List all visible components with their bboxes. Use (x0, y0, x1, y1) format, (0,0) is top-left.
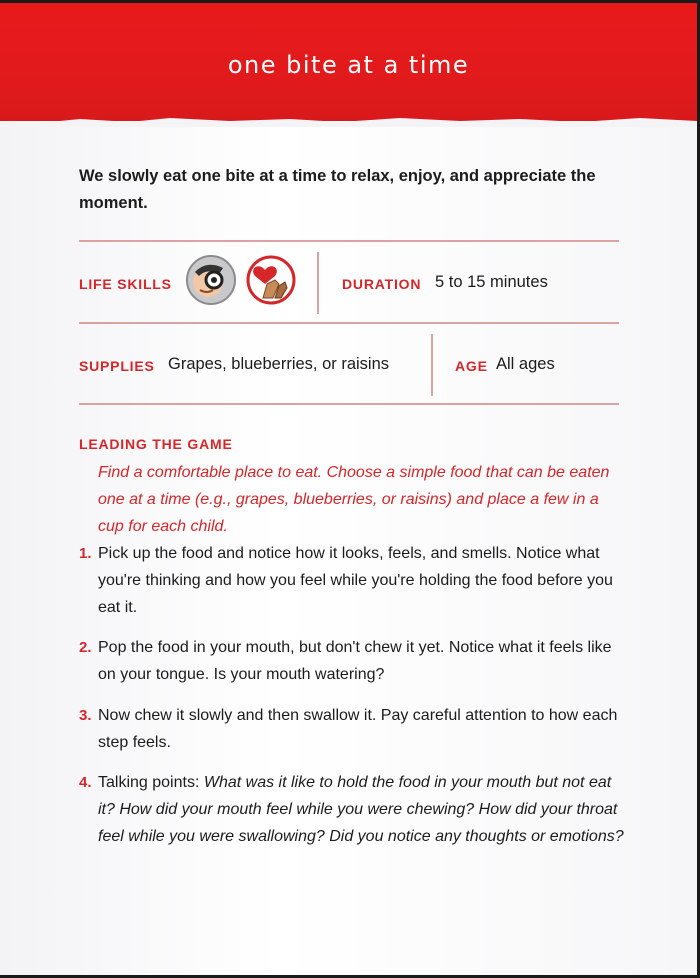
heart-hands-icon (245, 254, 297, 306)
step-text (98, 769, 628, 850)
life-skills-label: LIFE SKILLS (79, 276, 172, 292)
talking-points-lead: Talking points: (98, 774, 204, 791)
step-number: 2. (79, 639, 92, 656)
divider-vertical-1 (317, 252, 319, 314)
activity-card (0, 3, 697, 975)
step-number: 1. (79, 545, 92, 562)
divider-top (79, 240, 619, 242)
title-banner (0, 3, 697, 121)
divider-vertical-2 (431, 334, 433, 396)
card-title: one bite at a time (227, 51, 470, 79)
step-text: Pick up the food and notice how it looks, feels, and smells. Notice what you're thinking and how you feel while you're holding the food before you eat it. (98, 545, 613, 616)
divider-bottom (79, 403, 619, 405)
step-text: Now chew it slowly and then swallow it. Pay careful attention to how each step feels. (98, 707, 618, 751)
supplies-label: SUPPLIES (79, 358, 155, 374)
talking-points-questions: What was it like to hold the food in your mouth but not eat it? How did your mouth feel while you were chewing? How did your throat feel while you were swallowing? Did you notice any thoughts or emotions? (98, 774, 624, 845)
step-number: 3. (79, 707, 92, 724)
age-value: All ages (496, 355, 555, 373)
supplies-value: Grapes, blueberries, or raisins (168, 355, 390, 373)
step-number: 4. (79, 774, 92, 791)
age-label: AGE (455, 358, 488, 374)
duration-label: DURATION (342, 276, 422, 292)
focus-lens-icon (185, 254, 237, 306)
intro-text: We slowly eat one bite at a time to relax, enjoy, and appreciate the moment. (79, 167, 596, 212)
duration-value: 5 to 15 minutes (435, 273, 548, 291)
divider-middle (79, 322, 619, 324)
step-text: Pop the food in your mouth, but don't chew it yet. Notice what it feels like on your tongue. Is your mouth watering? (98, 639, 612, 683)
torn-edge (0, 113, 697, 127)
leading-heading: LEADING THE GAME (79, 436, 233, 452)
leading-intro: Find a comfortable place to eat. Choose a simple food that can be eaten one at a time (e.g., grapes, blueberries, or raisins) and place a few in a cup for each child. (98, 464, 610, 535)
